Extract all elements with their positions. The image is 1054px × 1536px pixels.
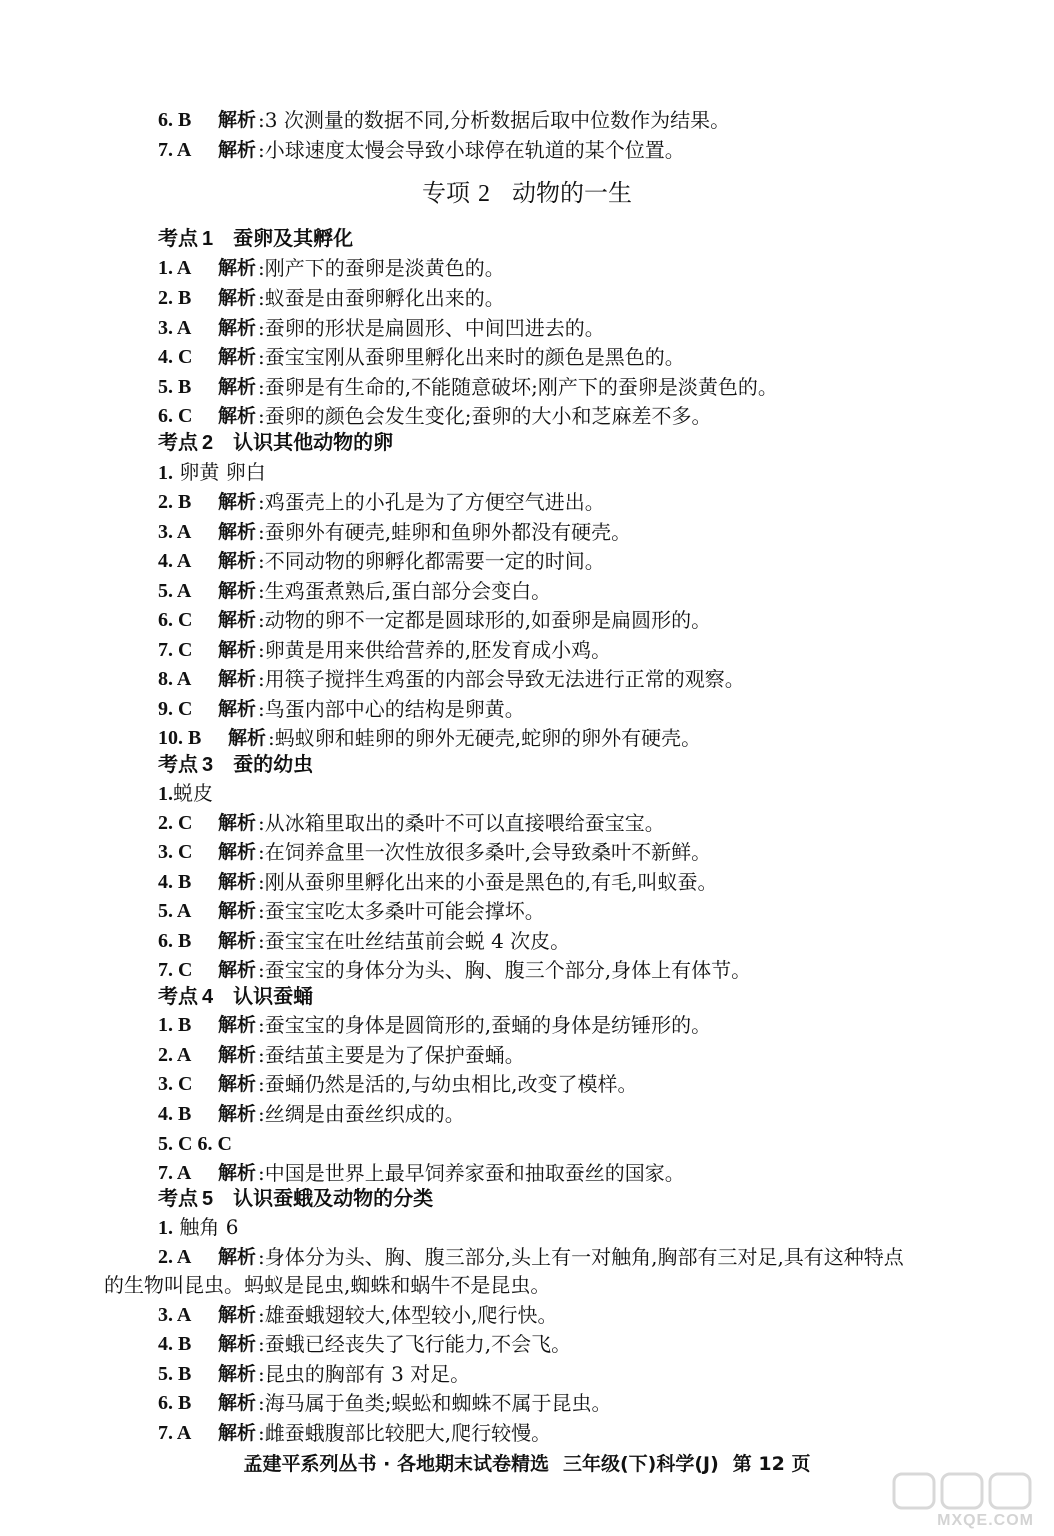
- answer-item: [0, 838, 1054, 866]
- analysis-text: :蚕卵的颜色会发生变化;蚕卵的大小和芝麻差不多。: [258, 404, 712, 428]
- item-number: 2. B: [158, 491, 192, 513]
- answer-item: [0, 1301, 1054, 1329]
- analysis-text: :雌蚕蛾腹部比较肥大,爬行较慢。: [258, 1421, 552, 1445]
- analysis-text: :雄蚕蛾翅较大,体型较小,爬行快。: [258, 1303, 558, 1327]
- answer-item: [0, 1389, 1054, 1417]
- footer-grade: 三年级(下)科学(J): [562, 1453, 719, 1475]
- answer-text: 触角 6: [179, 1215, 239, 1239]
- answer-item: [0, 665, 1054, 693]
- section-number: 1: [202, 228, 214, 250]
- analysis-text: :蚕宝宝的身体是圆筒形的,蚕蛹的身体是纺锤形的。: [258, 1013, 712, 1037]
- analysis-text: :蚕结茧主要是为了保护蚕蛹。: [258, 1043, 525, 1067]
- answer-item: [0, 1419, 1054, 1447]
- analysis-text: :蚁蚕是由蚕卵孵化出来的。: [258, 286, 505, 310]
- answer-item-continuation: [0, 1271, 1054, 1299]
- section-label: 考点: [158, 752, 198, 776]
- answer-item: [0, 1213, 1054, 1241]
- analysis-label: 解析: [218, 900, 257, 922]
- item-number: 4. B: [158, 1103, 192, 1125]
- analysis-label: 解析: [218, 491, 257, 513]
- section-heading: [0, 750, 1054, 778]
- answer-item: [0, 1243, 1054, 1271]
- analysis-label: 解析: [218, 639, 257, 661]
- answer-item: [0, 1041, 1054, 1069]
- analysis-label: 解析: [218, 841, 257, 863]
- answer-item: [0, 343, 1054, 371]
- answer-item: [0, 518, 1054, 546]
- answer-item: [0, 695, 1054, 723]
- section-heading: [0, 428, 1054, 456]
- item-number: 5. A: [158, 580, 192, 602]
- item-number: 1. B: [158, 1014, 192, 1036]
- item-number: 5. B: [158, 1363, 192, 1385]
- topic-title: [0, 176, 1054, 211]
- answer-item: [0, 373, 1054, 401]
- analysis-label: 解析: [218, 698, 257, 720]
- analysis-label: 解析: [218, 109, 257, 131]
- answer-item: [0, 314, 1054, 342]
- watermark-logo: [890, 1470, 1040, 1530]
- section-name: 蚕卵及其孵化: [233, 226, 354, 250]
- section-number: 4: [202, 986, 214, 1008]
- item-number: 7. A: [158, 1162, 192, 1184]
- analysis-text: :身体分为头、胸、腹三部分,头上有一对触角,胸部有三对足,具有这种特点: [258, 1245, 904, 1269]
- analysis-label: 解析: [218, 550, 257, 572]
- analysis-text: :蚕宝宝的身体分为头、胸、腹三个部分,身体上有体节。: [258, 958, 752, 982]
- item-number: 6. C: [158, 609, 193, 631]
- item-number: 1.: [158, 1217, 173, 1239]
- analysis-label: 解析: [228, 727, 267, 749]
- analysis-label: 解析: [218, 521, 257, 543]
- analysis-label: 解析: [218, 580, 257, 602]
- section-heading: [0, 982, 1054, 1010]
- answer-item: [0, 1129, 1054, 1157]
- title-number: 2: [478, 181, 490, 207]
- item-number: 8. A: [158, 668, 192, 690]
- answer-item: [0, 1100, 1054, 1128]
- analysis-text: 的生物叫昆虫。蚂蚁是昆虫,蜘蛛和蜗牛不是昆虫。: [104, 1273, 551, 1297]
- analysis-label: 解析: [218, 317, 257, 339]
- title-name: 动物的一生: [512, 179, 632, 207]
- item-number: 3. A: [158, 317, 192, 339]
- analysis-label: 解析: [218, 1162, 257, 1184]
- analysis-label: 解析: [218, 1422, 257, 1444]
- footer-series: 孟建平系列丛书 · 各地期末试卷精选: [243, 1453, 549, 1475]
- analysis-text: :刚从蚕卵里孵化出来的小蚕是黑色的,有毛,叫蚁蚕。: [258, 870, 718, 894]
- answer-item: [0, 284, 1054, 312]
- item-number: 7. A: [158, 139, 192, 161]
- section-number: 2: [202, 432, 214, 454]
- item-number: 4. A: [158, 550, 192, 572]
- analysis-text: :鸟蛋内部中心的结构是卵黄。: [258, 697, 525, 721]
- item-number: 7. C: [158, 639, 193, 661]
- analysis-label: 解析: [218, 1014, 257, 1036]
- item-number: 5. C 6. C: [158, 1133, 232, 1155]
- section-label: 考点: [158, 984, 198, 1008]
- answer-item: [0, 1070, 1054, 1098]
- analysis-text: :蚕卵是有生命的,不能随意破坏;刚产下的蚕卵是淡黄色的。: [258, 375, 778, 399]
- footer-page-number: 第 12 页: [732, 1453, 811, 1475]
- analysis-label: 解析: [218, 1304, 257, 1326]
- analysis-text: :蚕宝宝在吐丝结茧前会蜕 4 次皮。: [258, 929, 571, 953]
- item-number: 2. A: [158, 1246, 192, 1268]
- section-label: 考点: [158, 430, 198, 454]
- answer-text: 蜕皮: [173, 781, 213, 805]
- analysis-text: :蚕卵外有硬壳,蛙卵和鱼卵外都没有硬壳。: [258, 520, 632, 544]
- item-number: 1. A: [158, 257, 192, 279]
- item-number: 6. B: [158, 930, 192, 952]
- analysis-label: 解析: [218, 871, 257, 893]
- analysis-label: 解析: [218, 1103, 257, 1125]
- analysis-label: 解析: [218, 959, 257, 981]
- answer-item: [0, 868, 1054, 896]
- analysis-text: :蚕宝宝刚从蚕卵里孵化出来时的颜色是黑色的。: [258, 345, 685, 369]
- item-number: 7. A: [158, 1422, 192, 1444]
- analysis-text: :丝绸是由蚕丝织成的。: [258, 1102, 465, 1126]
- analysis-text: :在饲养盒里一次性放很多桑叶,会导致桑叶不新鲜。: [258, 840, 712, 864]
- analysis-label: 解析: [218, 405, 257, 427]
- item-number: 1.: [158, 462, 173, 484]
- answer-item: [0, 927, 1054, 955]
- answer-item: [0, 547, 1054, 575]
- item-number: 3. A: [158, 1304, 192, 1326]
- item-number: 3. C: [158, 841, 193, 863]
- section-label: 考点: [158, 1186, 198, 1210]
- analysis-label: 解析: [218, 1333, 257, 1355]
- analysis-text: :蚕宝宝吃太多桑叶可能会撑坏。: [258, 899, 545, 923]
- analysis-label: 解析: [218, 1363, 257, 1385]
- analysis-text: :昆虫的胸部有 3 对足。: [258, 1362, 471, 1386]
- answer-item: [0, 402, 1054, 430]
- answer-item: [0, 254, 1054, 282]
- watermark-icon: [890, 1470, 1040, 1514]
- analysis-text: :用筷子搅拌生鸡蛋的内部会导致无法进行正常的观察。: [258, 667, 745, 691]
- analysis-text: :卵黄是用来供给营养的,胚发育成小鸡。: [258, 638, 612, 662]
- answer-item: [0, 897, 1054, 925]
- section-name: 认识蚕蛹: [233, 984, 314, 1008]
- answer-item: [0, 1159, 1054, 1187]
- analysis-label: 解析: [218, 1246, 257, 1268]
- analysis-label: 解析: [218, 1073, 257, 1095]
- analysis-text: :蚕卵的形状是扁圆形、中间凹进去的。: [258, 316, 605, 340]
- section-name: 蚕的幼虫: [233, 752, 314, 776]
- analysis-label: 解析: [218, 257, 257, 279]
- analysis-text: :3 次测量的数据不同,分析数据后取中位数作为结果。: [258, 108, 731, 132]
- item-number: 10. B: [158, 727, 202, 749]
- item-number: 5. B: [158, 376, 192, 398]
- section-number: 5: [202, 1188, 214, 1210]
- answer-item: [0, 577, 1054, 605]
- analysis-label: 解析: [218, 930, 257, 952]
- answer-item: [0, 956, 1054, 984]
- item-number: 3. C: [158, 1073, 193, 1095]
- analysis-text: :蚂蚁卵和蛙卵的卵外无硬壳,蛇卵的卵外有硬壳。: [268, 726, 702, 750]
- analysis-text: :蚕蛾已经丧失了飞行能力,不会飞。: [258, 1332, 572, 1356]
- analysis-label: 解析: [218, 609, 257, 631]
- item-number: 6. B: [158, 1392, 192, 1414]
- answer-item: [0, 636, 1054, 664]
- analysis-text: :海马属于鱼类;蜈蚣和蜘蛛不属于昆虫。: [258, 1391, 612, 1415]
- answer-item: [0, 1330, 1054, 1358]
- analysis-text: :中国是世界上最早饲养家蚕和抽取蚕丝的国家。: [258, 1161, 685, 1185]
- item-number: 7. C: [158, 959, 193, 981]
- section-label: 考点: [158, 226, 198, 250]
- item-number: 3. A: [158, 521, 192, 543]
- analysis-text: :刚产下的蚕卵是淡黄色的。: [258, 256, 505, 280]
- analysis-text: :生鸡蛋煮熟后,蛋白部分会变白。: [258, 579, 552, 603]
- answer-item: [0, 136, 1054, 164]
- analysis-text: :蚕蛹仍然是活的,与幼虫相比,改变了模样。: [258, 1072, 638, 1096]
- analysis-text: :小球速度太慢会导致小球停在轨道的某个位置。: [258, 138, 685, 162]
- item-number: 6. B: [158, 109, 192, 131]
- item-number: 4. B: [158, 1333, 192, 1355]
- analysis-label: 解析: [218, 346, 257, 368]
- analysis-label: 解析: [218, 139, 257, 161]
- item-number: 5. A: [158, 900, 192, 922]
- section-name: 认识蚕蛾及动物的分类: [233, 1186, 434, 1210]
- analysis-label: 解析: [218, 1392, 257, 1414]
- analysis-text: :不同动物的卵孵化都需要一定的时间。: [258, 549, 605, 573]
- answer-text: 卵黄 卵白: [179, 460, 266, 484]
- item-number: 4. B: [158, 871, 192, 893]
- section-heading: [0, 1184, 1054, 1212]
- item-number: 4. C: [158, 346, 193, 368]
- item-number: 2. B: [158, 287, 192, 309]
- item-number: 2. C: [158, 812, 193, 834]
- answer-item: [0, 779, 1054, 807]
- analysis-text: :动物的卵不一定都是圆球形的,如蚕卵是扁圆形的。: [258, 608, 712, 632]
- answer-item: [0, 106, 1054, 134]
- item-number: 2. A: [158, 1044, 192, 1066]
- answer-item: [0, 724, 1054, 752]
- section-heading: [0, 224, 1054, 252]
- answer-item: [0, 809, 1054, 837]
- answer-item: [0, 606, 1054, 634]
- analysis-label: 解析: [218, 668, 257, 690]
- answer-item: [0, 458, 1054, 486]
- item-number: 1.: [158, 783, 173, 805]
- answer-item: [0, 1011, 1054, 1039]
- item-number: 6. C: [158, 405, 193, 427]
- answer-item: [0, 488, 1054, 516]
- analysis-label: 解析: [218, 1044, 257, 1066]
- item-number: 9. C: [158, 698, 193, 720]
- section-number: 3: [202, 754, 214, 776]
- analysis-text: :鸡蛋壳上的小孔是为了方便空气进出。: [258, 490, 605, 514]
- title-prefix: 专项: [422, 179, 470, 207]
- analysis-label: 解析: [218, 287, 257, 309]
- watermark-text: MXQE.COM: [937, 1512, 1034, 1529]
- answer-item: [0, 1360, 1054, 1388]
- analysis-label: 解析: [218, 376, 257, 398]
- section-name: 认识其他动物的卵: [233, 430, 394, 454]
- analysis-label: 解析: [218, 812, 257, 834]
- analysis-text: :从冰箱里取出的桑叶不可以直接喂给蚕宝宝。: [258, 811, 665, 835]
